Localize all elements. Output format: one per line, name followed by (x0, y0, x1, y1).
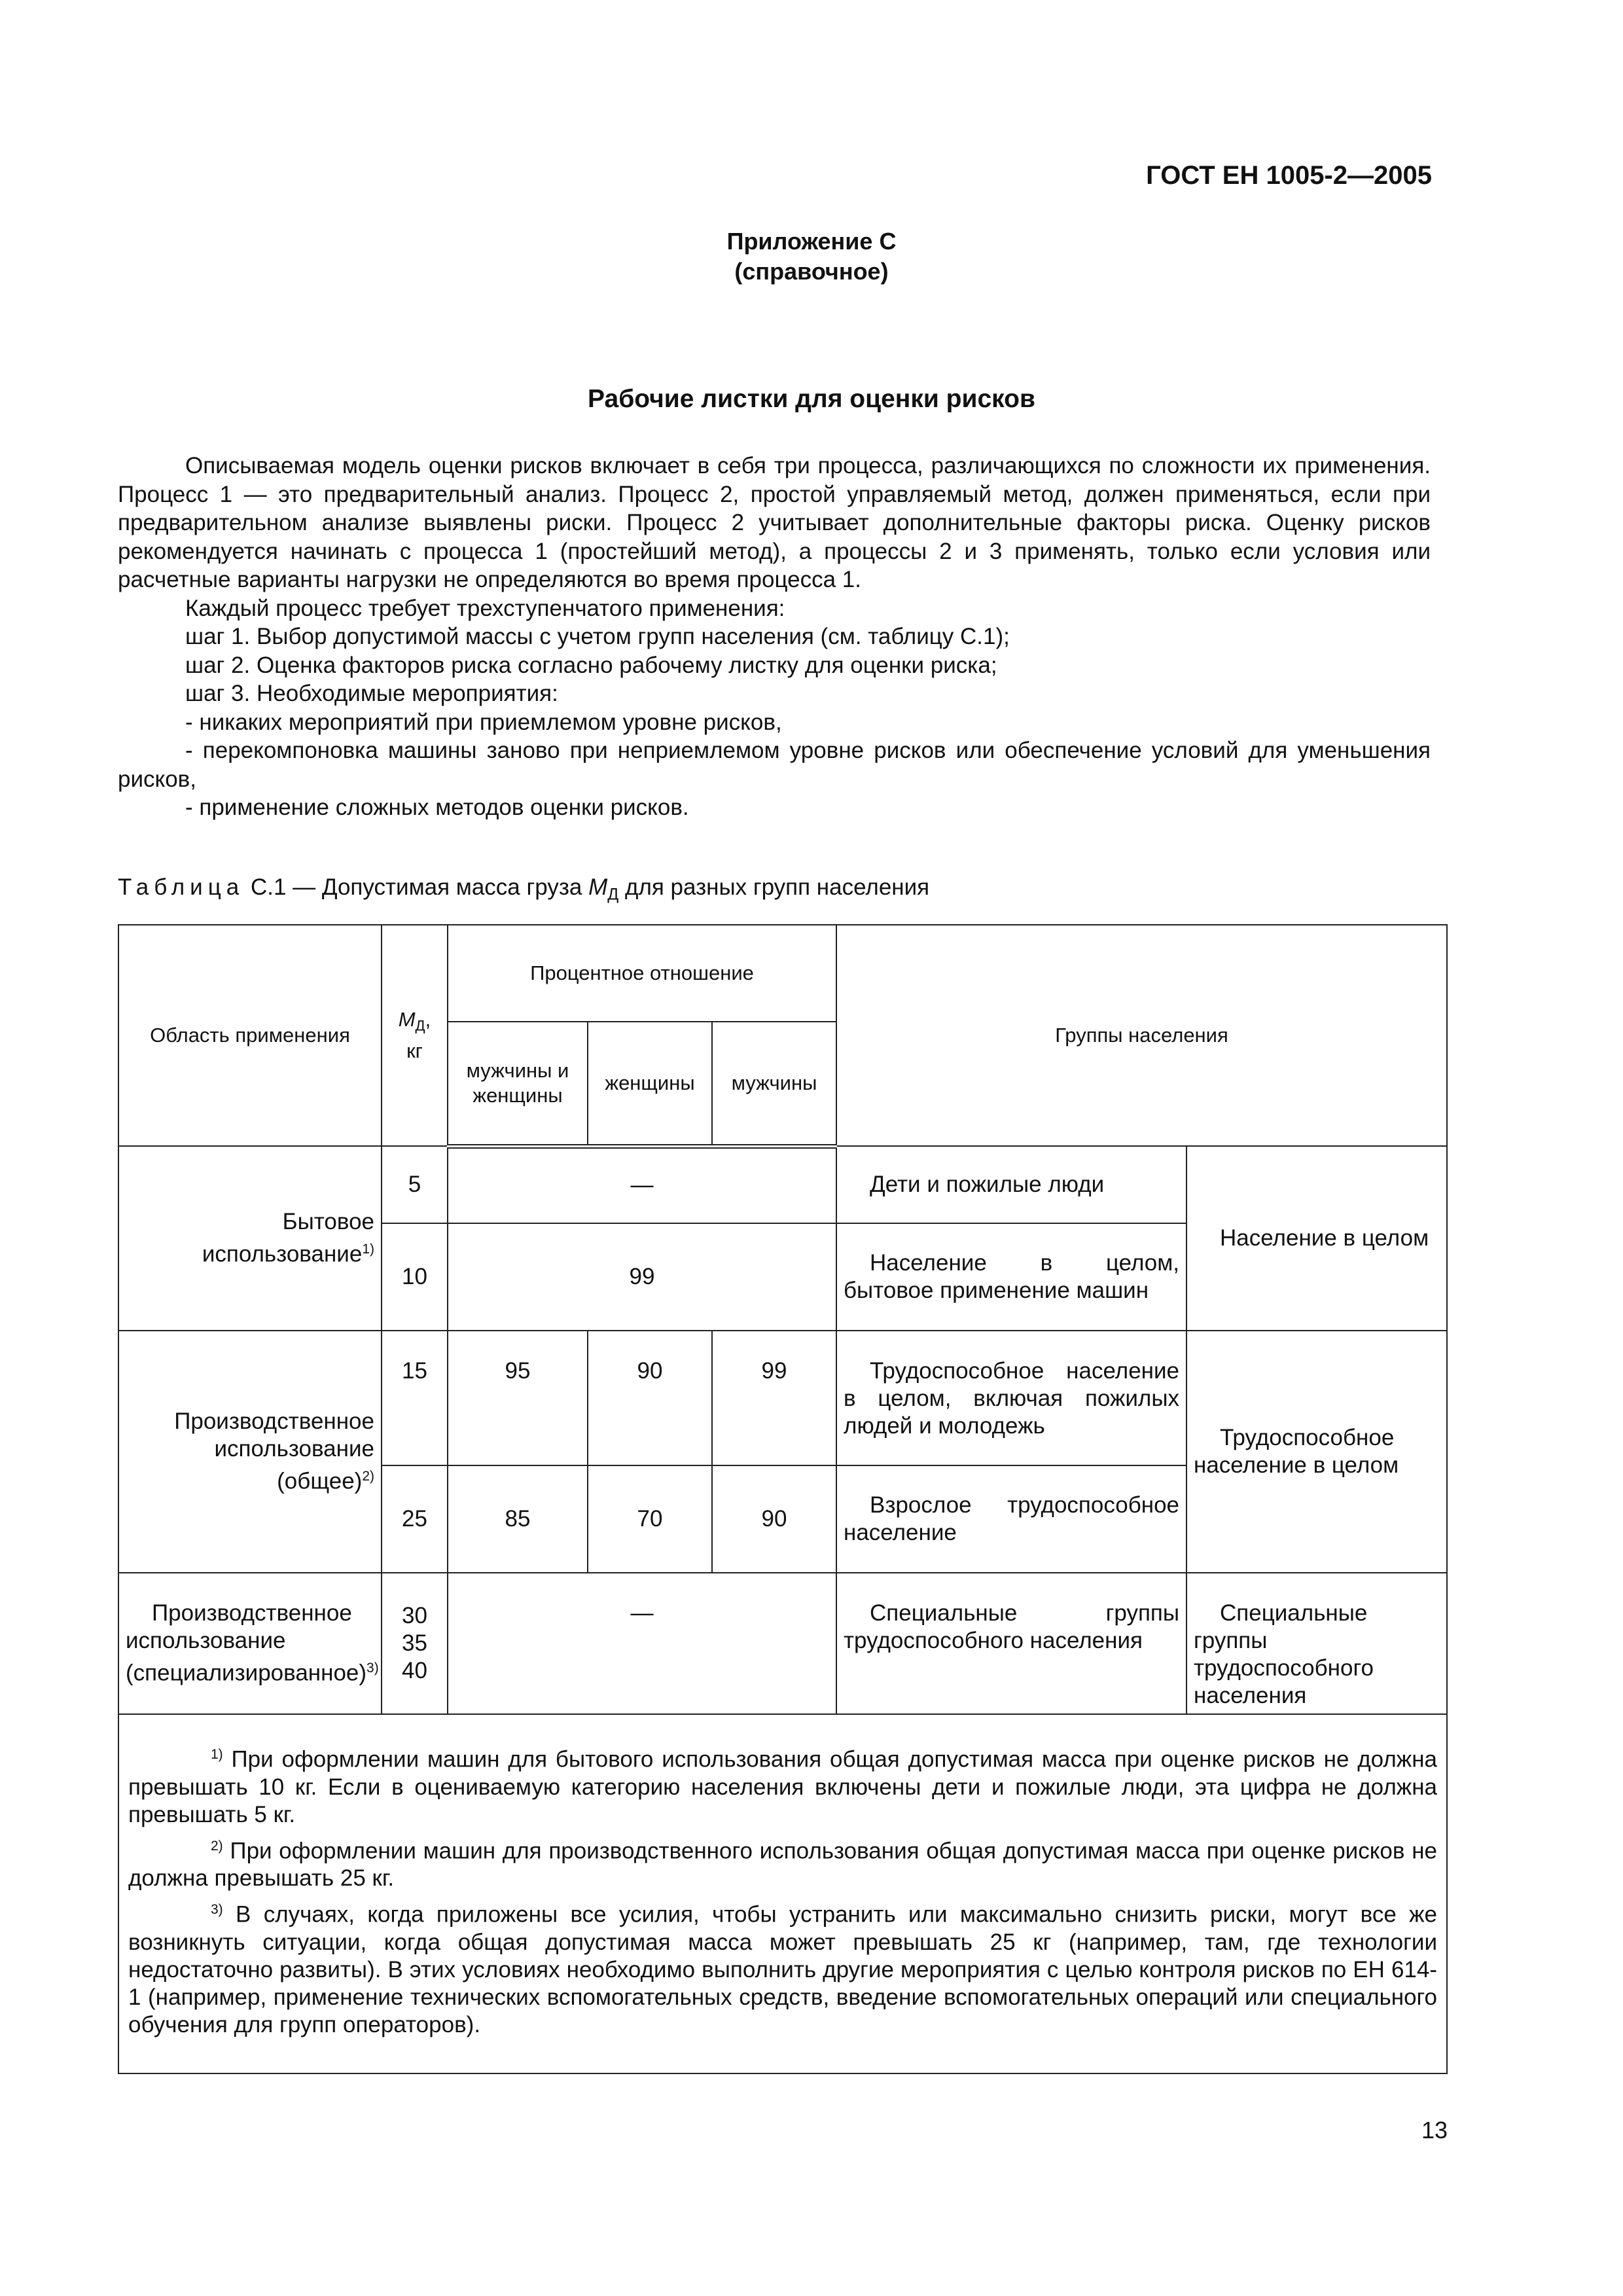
area-industrial (118, 1331, 382, 1573)
area-specialized-footnote-mark: 3) (366, 1660, 379, 1676)
area-household-footnote-mark: 1) (362, 1242, 374, 1257)
footnote-1 (128, 1741, 1437, 1829)
header-mass (382, 925, 448, 1146)
mass-value: 25 (382, 1465, 448, 1573)
table-caption (118, 874, 929, 905)
area-household-text: Бытовое использование (202, 1209, 374, 1267)
footnote-1-mark: 1) (211, 1747, 223, 1762)
area-specialized-text: Производственное использование (специализированное) (126, 1600, 367, 1686)
permissible-mass-table (118, 924, 1448, 2074)
table-caption-text: С.1 — Допустимая масса груза (244, 874, 589, 900)
mass-value: 35 (402, 1630, 427, 1656)
area-industrial-footnote-mark: 2) (362, 1469, 374, 1484)
footnote-2-mark: 2) (211, 1838, 223, 1854)
group-description: Взрослое трудоспособное население (836, 1465, 1186, 1573)
header-women: женщины (588, 1022, 712, 1146)
footnote-3-text: В случаях, когда приложены все усилия, чтобы устранить или максимально снизить риски, могут все же возникнуть ситуации, когда общая допустимая масса может превышать 25 кг (например, там, где технологии недостаточно развиты). В этих условиях необходимо выполнить другие мероприятия с целью контроля рисков по ЕН 614-1 (например, применение технических вспомогательных средств, введение вспомогательных операций или специального обучения для групп операторов). (128, 1901, 1438, 2037)
percent-value: 99 (448, 1223, 836, 1331)
paragraph-step-3: шаг 3. Необходимые мероприятия: (185, 681, 558, 706)
footnote-3-mark: 3) (211, 1902, 223, 1918)
total-group-household: Население в целом (1186, 1146, 1447, 1331)
total-group-industrial: Трудоспособное население в целом (1186, 1331, 1447, 1573)
group-description: Население в целом, бытовое применение машин (836, 1223, 1186, 1331)
mass-values-specialized (382, 1573, 448, 1714)
percent-value: — (448, 1146, 836, 1223)
list-item-redesign: - перекомпоновка машины заново при неприемлемом уровне рисков или обеспечение условий для уменьшения рисков, (118, 738, 1431, 792)
header-mass-separator: , (425, 1008, 431, 1031)
header-mass-unit: кг (406, 1039, 423, 1062)
paragraph-step-1: шаг 1. Выбор допустимой массы с учетом групп населения (см. таблицу С.1); (185, 624, 1010, 649)
appendix-title: Приложение С (726, 228, 897, 255)
percent-women: 70 (588, 1465, 712, 1573)
mass-value: 10 (382, 1223, 448, 1331)
header-area: Область применения (118, 925, 382, 1146)
list-item-no-measures: - никаких мероприятий при приемлемом уровне рисков, (185, 709, 782, 735)
group-description: Трудоспособное население в целом, включая пожилых людей и молодежь (836, 1331, 1186, 1465)
percent-men: 90 (712, 1465, 836, 1573)
table-caption-subscript: Д (607, 885, 619, 904)
appendix-subtitle: (справочное) (734, 258, 889, 285)
percent-women: 90 (588, 1331, 712, 1465)
header-men-women: мужчины и женщины (448, 1022, 588, 1146)
header-mass-variable: М (398, 1008, 416, 1031)
percent-men-women: 95 (448, 1331, 588, 1465)
table-row (118, 1331, 1447, 1465)
table-row (118, 1146, 1447, 1223)
section-title: Рабочие листки для оценки рисков (588, 385, 1035, 413)
percent-value: — (448, 1573, 836, 1714)
mass-value: 30 (402, 1603, 427, 1628)
group-description: Специальные группы трудоспособного населения (836, 1573, 1186, 1714)
paragraph-steps-intro: Каждый процесс требует трехступенчатого применения: (185, 595, 785, 621)
body-text (118, 452, 1431, 822)
area-specialized (118, 1573, 382, 1714)
list-item-complex-methods: - применение сложных методов оценки рисков. (185, 795, 689, 820)
footnotes-row (118, 1714, 1447, 2073)
paragraph-step-2: шаг 2. Оценка факторов риска согласно рабочему листку для оценки риска; (185, 652, 997, 678)
table-caption-prefix: Таблица (118, 874, 245, 900)
footnote-3 (128, 1896, 1437, 2039)
paragraph-intro: Описываемая модель оценки рисков включает в себя три процесса, различающихся по сложности их применения. Процесс 1 — это предварительный анализ. Процесс 2, простой управляемый метод, должен применяться, если при предварительном анализе выявлены риски. Процесс 2 учитывает дополнительные факторы риска. Оценку рисков рекомендуется начинать с процесса 1 (простейший метод), а процессы 2 и 3 применять, только если условия или расчетные варианты нагрузки не определяются во время процесса 1. (118, 453, 1431, 592)
percent-men: 99 (712, 1331, 836, 1465)
header-men: мужчины (712, 1022, 836, 1146)
group-description: Дети и пожилые люди (836, 1146, 1186, 1223)
appendix-heading (0, 226, 1623, 287)
header-mass-subscript: Д (415, 1017, 425, 1034)
area-industrial-text: Производственное использование (общее) (174, 1408, 374, 1494)
mass-value: 40 (402, 1658, 427, 1683)
table-row (118, 1573, 1447, 1714)
footnote-2 (128, 1833, 1437, 1893)
table-caption-variable: М (588, 874, 608, 900)
header-percent: Процентное отношение (448, 925, 836, 1022)
table-footnotes (118, 1714, 1447, 2073)
footnote-1-text: При оформлении машин для бытового использования общая допустимая масса при оценке рисков не должна превышать 10 кг. Если в оцениваемую категорию населения включены дети и пожилые люди, эта цифра не должна превышать 5 кг. (128, 1746, 1438, 1827)
document-code: ГОСТ ЕН 1005-2—2005 (1146, 161, 1432, 190)
percent-men-women: 85 (448, 1465, 588, 1573)
table-caption-tail: для разных групп населения (618, 874, 930, 900)
mass-value: 5 (382, 1146, 448, 1223)
footnote-2-text: При оформлении машин для производственного использования общая допустимая масса при оценке рисков не должна превышать 25 кг. (128, 1838, 1438, 1892)
page-number: 13 (1421, 2117, 1448, 2144)
header-groups: Группы населения (836, 925, 1447, 1146)
total-group-specialized: Специальные группы трудоспособного населения (1186, 1573, 1447, 1714)
area-household (118, 1146, 382, 1331)
mass-value: 15 (382, 1331, 448, 1465)
